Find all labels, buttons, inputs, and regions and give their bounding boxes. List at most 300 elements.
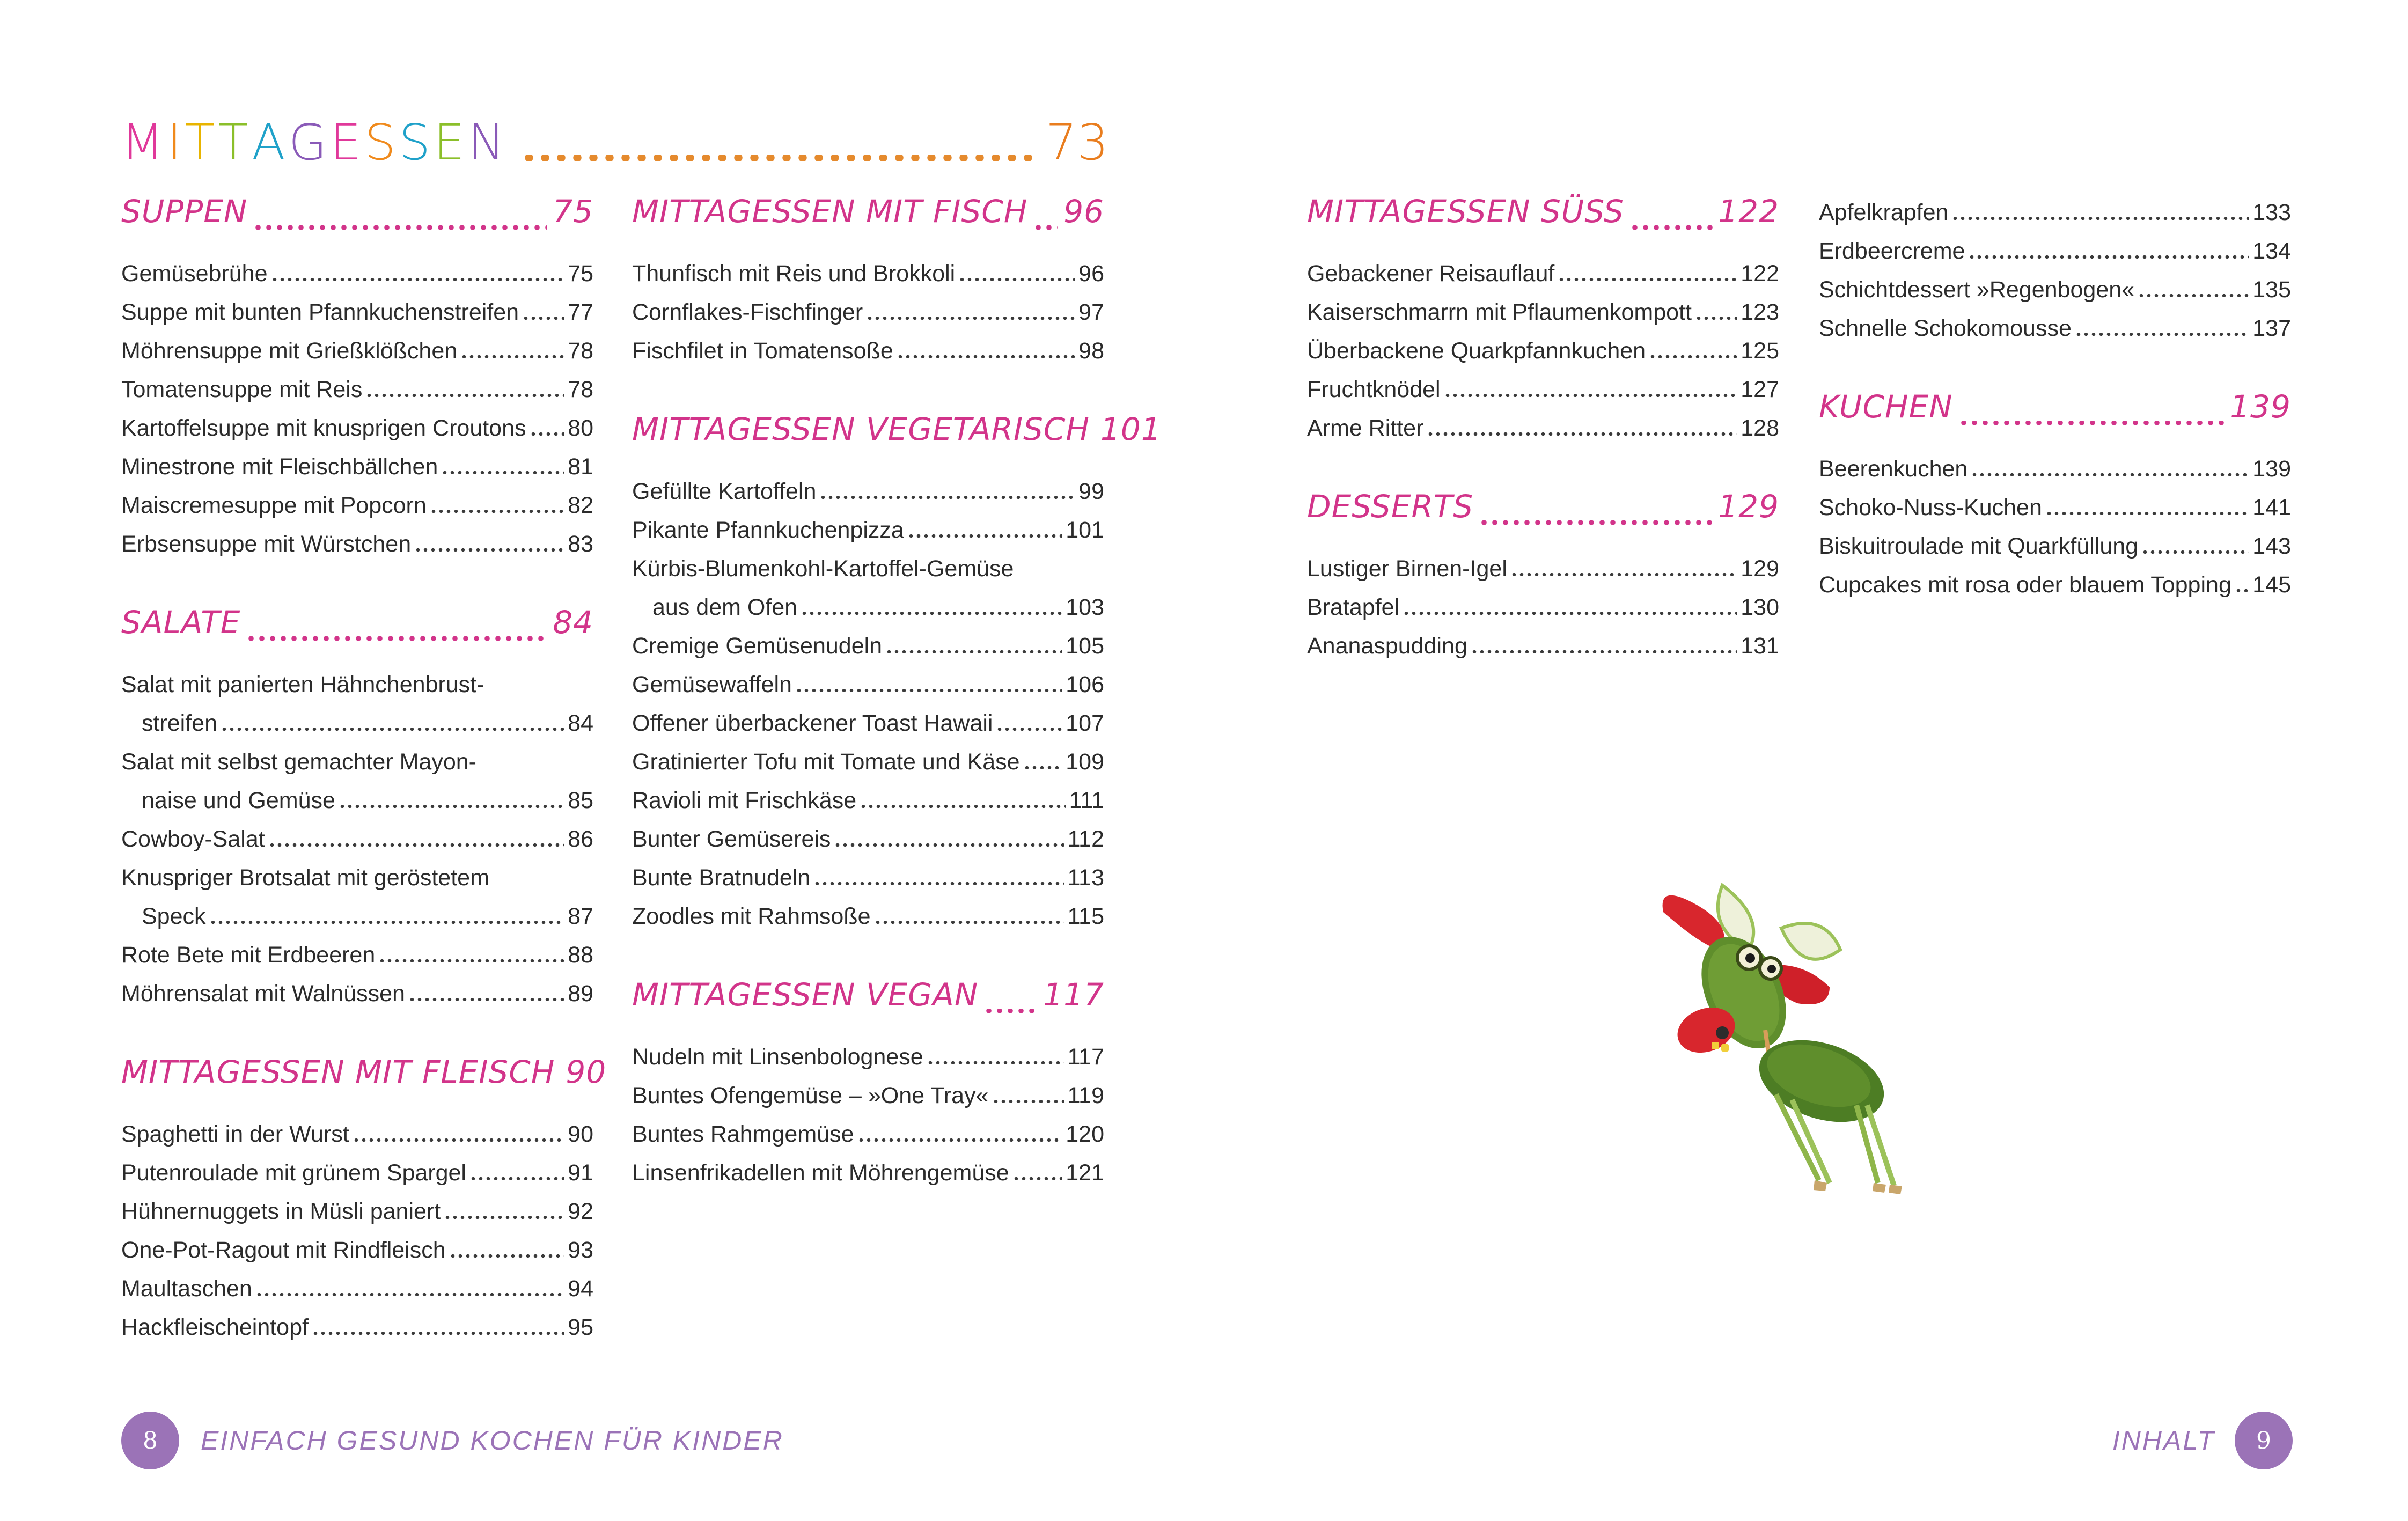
section-page-number: 75	[553, 193, 593, 230]
entry-dot-leader	[1427, 432, 1737, 436]
chapter-title: INHALT	[2112, 1426, 2215, 1456]
main-title-letter: A	[251, 113, 289, 171]
section-heading	[1307, 488, 1779, 542]
entry-row	[121, 1231, 593, 1269]
entry-row	[632, 743, 1104, 781]
section-title: MITTAGESSEN VEGAN	[632, 976, 979, 1013]
entry-title: Kartoffelsuppe mit knusprigen Croutons	[121, 415, 526, 441]
entry-page-number: 77	[568, 299, 593, 325]
entry-dot-leader	[1649, 355, 1737, 358]
entry-page-number: 80	[568, 415, 593, 441]
entry-dot-leader	[2235, 589, 2249, 592]
toc-entry[interactable]	[121, 1153, 593, 1192]
entry-page-number: 143	[2252, 533, 2291, 559]
main-title-letter: T	[185, 113, 218, 171]
entry-row	[1307, 588, 1779, 627]
entry-page-number: 92	[568, 1199, 593, 1224]
entry-page-number: 96	[1078, 261, 1104, 286]
toc-entry[interactable]	[121, 820, 593, 858]
entry-page-number: 85	[568, 788, 593, 813]
entry-page-number: 121	[1066, 1160, 1104, 1186]
entry-row	[121, 1115, 593, 1153]
section-heading	[1307, 193, 1779, 247]
main-title-letter: E	[434, 113, 468, 171]
entry-title: Hühnernuggets in Müsli paniert	[121, 1199, 441, 1224]
entry-dot-leader	[460, 355, 564, 358]
entry-title-line1: Salat mit selbst gemachter Mayon-	[121, 749, 476, 775]
entry-dot-leader	[1510, 573, 1737, 576]
entry-row	[121, 897, 593, 936]
toc-entry[interactable]	[121, 1269, 593, 1308]
entry-title: Fruchtknödel	[1307, 377, 1441, 402]
toc-entry[interactable]	[632, 1076, 1104, 1115]
entry-title-line1: Knuspriger Brotsalat mit geröstetem	[121, 865, 489, 891]
toc-entry[interactable]	[1819, 450, 2291, 488]
entry-title: Hackfleischeintopf	[121, 1314, 309, 1340]
entry-dot-leader	[414, 548, 564, 552]
section-page-number: 122	[1718, 193, 1779, 230]
section-title: MITTAGESSEN MIT FISCH	[632, 193, 1028, 230]
section-dot-leader	[1033, 225, 1058, 230]
entry-row	[121, 1192, 593, 1231]
toc-entry[interactable]	[1819, 488, 2291, 527]
section-title: MITTAGESSEN MIT FLEISCH	[121, 1054, 555, 1090]
toc-entry[interactable]	[632, 472, 1104, 511]
section-page-number: 129	[1718, 488, 1779, 525]
main-page-number: 73	[1045, 113, 1108, 171]
entry-dot-leader	[430, 510, 564, 513]
toc-entry[interactable]	[632, 293, 1104, 332]
toc-entry[interactable]	[121, 1308, 593, 1347]
entry-page-number: 105	[1066, 633, 1104, 659]
entry-row	[121, 332, 593, 370]
toc-entry[interactable]	[1819, 309, 2291, 348]
entry-page-number: 97	[1078, 299, 1104, 325]
entry-title: Zoodles mit Rahmsoße	[632, 903, 871, 929]
entry-dot-leader	[209, 921, 565, 924]
entry-dot-leader	[857, 1138, 1063, 1142]
entry-row	[632, 588, 1104, 627]
entry-page-number: 81	[568, 454, 593, 480]
entry-row	[121, 974, 593, 1013]
section-heading	[1819, 388, 2291, 442]
entry-row	[121, 293, 593, 332]
toc-entry[interactable]	[1307, 254, 1779, 293]
entry-row	[1819, 270, 2291, 309]
toc-section	[632, 976, 1104, 1192]
entry-title: Schichtdessert »Regenbogen«	[1819, 277, 2135, 303]
entry-dot-leader	[2141, 550, 2249, 554]
entry-dot-leader	[996, 728, 1062, 731]
entry-page-number: 106	[1066, 672, 1104, 697]
entry-title: Überbackene Quarkpfannkuchen	[1307, 338, 1646, 364]
section-page-number: 90	[566, 1054, 607, 1090]
entry-title: Cornflakes-Fischfinger	[632, 299, 863, 325]
entry-title: Erbsensuppe mit Würstchen	[121, 531, 412, 557]
entry-page-number: 94	[568, 1276, 593, 1302]
entry-dot-leader	[469, 1177, 564, 1180]
entry-dot-leader	[927, 1061, 1064, 1064]
toc-entry[interactable]	[632, 549, 1104, 627]
entry-title: Lustiger Birnen-Igel	[1307, 556, 1507, 582]
entry-title: Buntes Ofengemüse – »One Tray«	[632, 1083, 989, 1108]
entry-title: naise und Gemüse	[142, 788, 335, 813]
entry-page-number: 78	[568, 338, 593, 364]
entry-dot-leader	[958, 278, 1075, 281]
entry-page-number: 87	[568, 903, 593, 929]
entry-page-number: 88	[568, 942, 593, 968]
entry-dot-leader	[1012, 1177, 1063, 1180]
toc-entry[interactable]	[121, 1231, 593, 1269]
main-title-letter: T	[218, 113, 252, 171]
toc-entry[interactable]	[632, 511, 1104, 549]
toc-entry[interactable]	[121, 858, 593, 936]
entry-row	[1819, 488, 2291, 527]
entry-row	[1307, 627, 1779, 665]
entry-dot-leader	[522, 317, 564, 320]
entry-dot-leader	[2045, 512, 2249, 515]
entry-row	[121, 936, 593, 974]
entry-title: Maultaschen	[121, 1276, 252, 1302]
entry-page-number: 117	[1067, 1044, 1104, 1070]
entry-dot-leader	[365, 394, 564, 397]
main-title-letter: I	[167, 113, 185, 171]
section-heading	[121, 193, 593, 247]
entry-page-number: 95	[568, 1314, 593, 1340]
section-heading	[121, 1054, 607, 1107]
entry-row	[121, 1269, 593, 1308]
toc-entry[interactable]	[1307, 627, 1779, 665]
toc-entry[interactable]	[1307, 549, 1779, 588]
entry-title: streifen	[142, 710, 218, 736]
entry-dot-leader	[860, 805, 1066, 808]
entry-page-number: 130	[1741, 594, 1779, 620]
toc-entry[interactable]	[632, 897, 1104, 936]
entry-page-number: 133	[2252, 200, 2291, 225]
entry-title-line1: Salat mit panierten Hähnchenbrust-	[121, 672, 484, 697]
entry-row	[632, 511, 1104, 549]
entry-title: Linsenfrikadellen mit Möhrengemüse	[632, 1160, 1009, 1186]
entry-title: Gemüsebrühe	[121, 261, 268, 286]
toc-entry[interactable]	[121, 447, 593, 486]
section-heading	[121, 604, 593, 658]
entry-row	[1819, 309, 2291, 348]
section-title: SUPPEN	[121, 193, 248, 230]
entry-row	[1819, 565, 2291, 604]
entry-dot-leader	[801, 612, 1062, 615]
entry-row	[121, 1308, 593, 1347]
footer-right	[2112, 1411, 2293, 1470]
entry-page-number: 101	[1066, 517, 1104, 543]
toc-section	[632, 193, 1104, 370]
toc-section	[1307, 193, 1779, 447]
entry-title: Minestrone mit Fleischbällchen	[121, 454, 438, 480]
section-title: SALATE	[121, 604, 241, 641]
toc-entry[interactable]	[632, 665, 1104, 704]
entry-row	[1819, 450, 2291, 488]
section-page-number: 101	[1100, 411, 1162, 447]
toc-entry[interactable]	[632, 781, 1104, 820]
toc-entry[interactable]	[121, 293, 593, 332]
section-title: MITTAGESSEN VEGETARISCH	[632, 411, 1090, 447]
entry-row	[632, 1076, 1104, 1115]
entry-dot-leader	[1968, 255, 2249, 259]
entry-page-number: 127	[1741, 377, 1779, 402]
entry-page-number: 91	[568, 1160, 593, 1186]
entry-dot-leader	[813, 882, 1064, 885]
entry-dot-leader	[834, 843, 1064, 847]
entry-title: Fischfilet in Tomatensoße	[632, 338, 893, 364]
toc-entry[interactable]	[632, 1038, 1104, 1076]
entry-dot-leader	[1695, 317, 1737, 320]
entry-title: aus dem Ofen	[652, 594, 798, 620]
entry-page-number: 93	[568, 1237, 593, 1263]
entry-page-number: 107	[1066, 710, 1104, 736]
entry-page-number: 82	[568, 493, 593, 518]
toc-entry[interactable]	[1819, 232, 2291, 270]
toc-entry[interactable]	[632, 332, 1104, 370]
toc-section	[121, 604, 593, 1013]
entry-title: Speck	[142, 903, 206, 929]
entry-row	[1819, 232, 2291, 270]
main-title-letter: E	[330, 113, 365, 171]
entry-row	[632, 332, 1104, 370]
entry-title: Arme Ritter	[1307, 415, 1424, 441]
entry-title-line1: Kürbis-Blumenkohl-Kartoffel-Gemüse	[632, 556, 1014, 582]
section-dot-leader	[1479, 520, 1713, 525]
toc-entry[interactable]	[121, 525, 593, 563]
entry-page-number: 122	[1741, 261, 1779, 286]
toc-entry[interactable]	[1819, 565, 2291, 604]
toc-entry[interactable]	[1307, 370, 1779, 409]
toc-entry[interactable]	[121, 486, 593, 525]
entry-dot-leader	[897, 355, 1075, 358]
entry-row	[121, 820, 593, 858]
section-dot-leader	[253, 225, 547, 230]
section-title: DESSERTS	[1307, 488, 1474, 525]
entry-row	[632, 293, 1104, 332]
toc-entry[interactable]	[121, 370, 593, 409]
toc-entry[interactable]	[121, 1192, 593, 1231]
toc-entry[interactable]	[121, 743, 593, 820]
entry-dot-leader	[2075, 333, 2249, 336]
entry-row	[121, 1153, 593, 1192]
toc-entry[interactable]	[121, 1115, 593, 1153]
entry-row	[1307, 370, 1779, 409]
toc-entry[interactable]	[1307, 409, 1779, 447]
section-page-number: 117	[1043, 976, 1104, 1013]
section-page-number: 84	[553, 604, 593, 641]
entry-title: Cremige Gemüsenudeln	[632, 633, 883, 659]
entry-row	[1819, 527, 2291, 565]
toc-section	[121, 1054, 607, 1347]
vegetable-moose-illustration	[1642, 869, 1942, 1202]
entry-dot-leader	[795, 689, 1062, 692]
entry-dot-leader	[1558, 278, 1737, 281]
entry-title: Möhrensuppe mit Grießklößchen	[121, 338, 458, 364]
entry-dot-leader	[444, 1216, 564, 1219]
entry-row	[1307, 293, 1779, 332]
toc-entry[interactable]	[1819, 193, 2291, 232]
toc-entry[interactable]	[1307, 293, 1779, 332]
entry-title: Ananaspudding	[1307, 633, 1467, 659]
entry-title: Suppe mit bunten Pfannkuchenstreifen	[121, 299, 519, 325]
entry-dot-leader	[1471, 650, 1737, 653]
entry-dot-leader	[255, 1293, 564, 1296]
entry-page-number: 128	[1741, 415, 1779, 441]
entry-page-number: 145	[2252, 572, 2291, 598]
entry-title: Gebackener Reisauflauf	[1307, 261, 1555, 286]
entry-page-number: 113	[1067, 865, 1104, 891]
entry-row	[121, 370, 593, 409]
entry-title: Rote Bete mit Erdbeeren	[121, 942, 376, 968]
entry-page-number: 115	[1067, 903, 1104, 929]
toc-entry[interactable]	[121, 409, 593, 447]
toc-entry[interactable]	[121, 332, 593, 370]
toc-section	[1307, 488, 1779, 665]
toc-entry[interactable]	[1819, 527, 2291, 565]
toc-entry[interactable]	[632, 858, 1104, 897]
main-title-letter: S	[399, 113, 434, 171]
entry-row	[632, 665, 1104, 704]
entry-page-number: 125	[1741, 338, 1779, 364]
entry-title: Offener überbackener Toast Hawaii	[632, 710, 993, 736]
toc-entry[interactable]	[632, 254, 1104, 293]
toc-entry[interactable]	[1307, 332, 1779, 370]
entry-row	[121, 525, 593, 563]
entry-title: Bunte Bratnudeln	[632, 865, 811, 891]
entry-row	[121, 781, 593, 820]
entry-dot-leader	[378, 959, 564, 962]
entry-row	[1307, 409, 1779, 447]
section-title: KUCHEN	[1819, 388, 1953, 425]
entry-dot-leader	[866, 317, 1075, 320]
entry-dot-leader	[408, 998, 564, 1001]
toc-entry[interactable]	[121, 665, 593, 743]
entry-page-number: 137	[2252, 315, 2291, 341]
entry-title: Gefüllte Kartoffeln	[632, 479, 817, 504]
toc-column-3	[1307, 193, 1779, 706]
entry-dot-leader	[1951, 217, 2249, 220]
toc-section	[121, 193, 593, 563]
toc-entry[interactable]	[1307, 588, 1779, 627]
entry-title: Biskuitroulade mit Quarkfüllung	[1819, 533, 2139, 559]
entry-title: Spaghetti in der Wurst	[121, 1121, 349, 1147]
entry-title: Thunfisch mit Reis und Brokkoli	[632, 261, 956, 286]
toc-entry[interactable]	[121, 936, 593, 974]
toc-column-2	[632, 193, 1162, 1233]
entry-dot-leader	[1444, 394, 1738, 397]
section-dot-leader	[1629, 225, 1713, 230]
entry-title: Schoko-Nuss-Kuchen	[1819, 495, 2042, 520]
entry-title: Beerenkuchen	[1819, 456, 1968, 482]
toc-entry[interactable]	[632, 820, 1104, 858]
entry-page-number: 111	[1069, 788, 1104, 813]
main-title-letter: S	[364, 113, 399, 171]
entry-title: Apfelkrapfen	[1819, 200, 1949, 225]
entry-dot-leader	[339, 805, 564, 808]
section-heading	[632, 193, 1104, 247]
entry-row	[632, 1153, 1104, 1192]
toc-entry[interactable]	[121, 254, 593, 293]
entry-dot-leader	[1403, 612, 1737, 615]
toc-section	[1819, 388, 2291, 604]
entry-title: Nudeln mit Linsenbolognese	[632, 1044, 923, 1070]
entry-title: Gratinierter Tofu mit Tomate und Käse	[632, 749, 1020, 775]
entry-title: Ravioli mit Frischkäse	[632, 788, 857, 813]
entry-page-number: 119	[1067, 1083, 1104, 1108]
vegetable-moose-figure	[1663, 885, 1902, 1194]
entry-dot-leader	[1023, 766, 1063, 769]
toc-entry[interactable]	[632, 627, 1104, 665]
entry-title: Maiscremesuppe mit Popcorn	[121, 493, 427, 518]
book-title: EINFACH GESUND KOCHEN FÜR KINDER	[201, 1426, 784, 1456]
entry-row	[632, 1115, 1104, 1153]
entry-dot-leader	[992, 1100, 1064, 1103]
entry-row	[121, 704, 593, 743]
toc-entry[interactable]	[632, 1153, 1104, 1192]
entry-page-number: 131	[1741, 633, 1779, 659]
left-page-number: 8	[121, 1412, 179, 1469]
entry-page-number: 90	[568, 1121, 593, 1147]
toc-column-1	[121, 193, 607, 1387]
entry-page-number: 123	[1741, 299, 1779, 325]
entry-dot-leader	[907, 534, 1062, 538]
entry-page-number: 141	[2252, 495, 2291, 520]
entry-dot-leader	[449, 1254, 565, 1258]
entry-page-number: 135	[2252, 277, 2291, 303]
entry-title: Cowboy-Salat	[121, 826, 265, 852]
entry-row	[121, 447, 593, 486]
entry-row	[632, 627, 1104, 665]
entry-page-number: 98	[1078, 338, 1104, 364]
footer-left	[121, 1411, 784, 1470]
entry-page-number: 103	[1066, 594, 1104, 620]
section-dot-leader	[1958, 421, 2225, 425]
toc-entry[interactable]	[632, 704, 1104, 743]
entry-title: Tomatensuppe mit Reis	[121, 377, 363, 402]
entry-row	[632, 472, 1104, 511]
entry-row	[632, 897, 1104, 936]
toc-column-4	[1819, 193, 2291, 645]
toc-entry[interactable]	[1819, 270, 2291, 309]
main-heading	[121, 102, 1108, 182]
toc-section	[1819, 193, 2291, 348]
entry-page-number: 109	[1066, 749, 1104, 775]
entry-dot-leader	[221, 728, 564, 731]
section-title: MITTAGESSEN SÜSS	[1307, 193, 1624, 230]
entry-title: Bunter Gemüsereis	[632, 826, 831, 852]
section-page-number: 96	[1063, 193, 1104, 230]
entry-dot-leader	[885, 650, 1062, 653]
toc-entry[interactable]	[121, 974, 593, 1013]
entry-page-number: 112	[1067, 826, 1104, 852]
main-title-letter: N	[468, 113, 509, 171]
entry-title: Buntes Rahmgemüse	[632, 1121, 854, 1147]
entry-row	[1819, 193, 2291, 232]
section-heading	[632, 976, 1104, 1030]
main-heading-dot-leader	[521, 155, 1033, 161]
entry-row	[632, 704, 1104, 743]
main-title	[121, 114, 508, 171]
toc-entry[interactable]	[632, 743, 1104, 781]
toc-entry[interactable]	[632, 1115, 1104, 1153]
entry-dot-leader	[268, 843, 564, 847]
entry-page-number: 139	[2252, 456, 2291, 482]
entry-title: Gemüsewaffeln	[632, 672, 792, 697]
entry-row	[632, 858, 1104, 897]
entry-dot-leader	[312, 1332, 564, 1335]
